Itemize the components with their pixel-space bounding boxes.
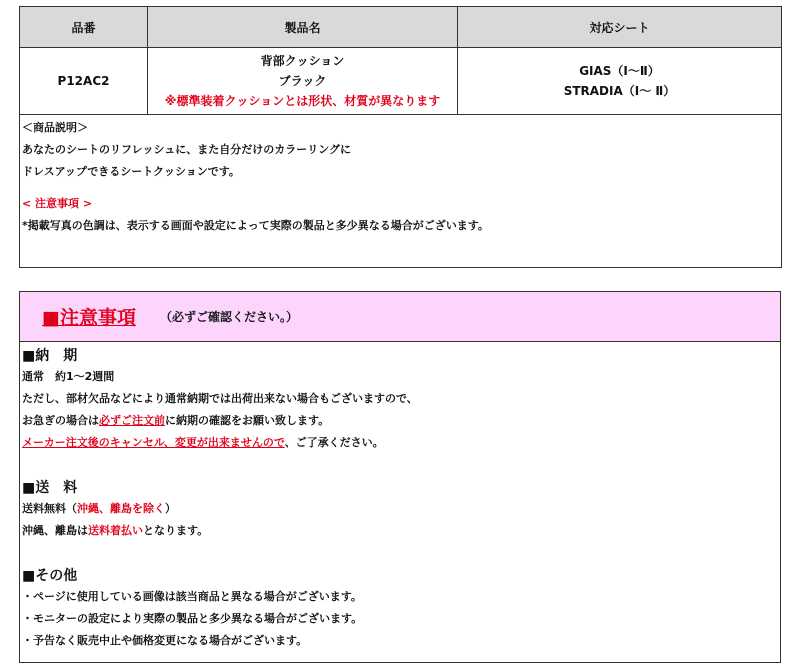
notice-box bbox=[19, 291, 781, 663]
shipping-line bbox=[22, 520, 780, 542]
delivery-line bbox=[22, 410, 780, 432]
notice-subtitle: （必ずご確認ください。） bbox=[159, 310, 298, 324]
seat-stradia: STRADIA（Ⅰ～ Ⅱ） bbox=[563, 84, 676, 98]
description-line: ドレスアップできるシートクッションです。 bbox=[22, 165, 240, 178]
description-row bbox=[20, 115, 782, 268]
part-number: P12AC2 bbox=[57, 74, 110, 88]
other-line: ・ページに使用している画像は該当商品と異なる場合がございます。 bbox=[22, 590, 362, 603]
notice-header bbox=[20, 292, 780, 342]
caution-heading: < 注意事項 > bbox=[22, 197, 93, 210]
product-note: ※標準装着クッションとは形状、材質が異なります bbox=[164, 94, 441, 108]
delivery-text: お急ぎの場合は bbox=[22, 414, 99, 427]
shipping-text: となります。 bbox=[143, 524, 209, 537]
part-number-cell bbox=[20, 48, 148, 115]
header-compatible-seats: 対応シート bbox=[458, 7, 782, 48]
shipping-text: 沖縄、離島は bbox=[22, 524, 88, 537]
product-color: ブラック bbox=[278, 74, 327, 88]
shipping-text: ） bbox=[165, 502, 176, 515]
delivery-emphasis: 必ずご注文前 bbox=[99, 414, 165, 427]
delivery-line bbox=[22, 432, 780, 454]
other-line: ・予告なく販売中止や価格変更になる場合がございます。 bbox=[22, 634, 308, 647]
shipping-text: 送料無料（ bbox=[22, 502, 77, 515]
table-header-row bbox=[20, 7, 782, 48]
header-part-number: 品番 bbox=[20, 7, 148, 48]
caution-text: *掲載写真の色調は、表示する画面や設定によって実際の製品と多少異なる場合がございます。 bbox=[22, 219, 489, 232]
shipping-line bbox=[22, 498, 780, 520]
compatible-seats-cell bbox=[458, 48, 782, 115]
seat-gias: GIAS（Ⅰ～Ⅱ） bbox=[579, 64, 660, 78]
cancellation-warning: メーカー注文後のキャンセル、変更が出来ませんので bbox=[22, 436, 285, 449]
header-product-name: 製品名 bbox=[148, 7, 458, 48]
delivery-line: ただし、部材欠品などにより通常納期では出荷出来ない場合もございますので、 bbox=[22, 392, 418, 405]
product-name-line: 背部クッション bbox=[260, 54, 345, 68]
product-name-cell bbox=[148, 48, 458, 115]
product-table bbox=[19, 6, 782, 268]
delivery-heading: ■納 期 bbox=[22, 348, 78, 364]
delivery-text: に納期の確認をお願い致します。 bbox=[165, 414, 330, 427]
description-heading: ＜商品説明＞ bbox=[22, 121, 88, 134]
table-row bbox=[20, 48, 782, 115]
description-cell bbox=[20, 115, 782, 268]
delivery-text: 、ご了承ください。 bbox=[284, 436, 384, 449]
other-line: ・モニターの設定により実際の製品と多少異なる場合がございます。 bbox=[22, 612, 363, 625]
description-line: あなたのシートのリフレッシュに、また自分だけのカラーリングに bbox=[22, 143, 352, 156]
shipping-cod: 送料着払い bbox=[88, 524, 143, 537]
shipping-heading: ■送 料 bbox=[22, 480, 78, 496]
notice-title: ■注意事項 bbox=[42, 307, 136, 329]
other-heading: ■その他 bbox=[22, 568, 78, 584]
delivery-line: 通常 約1～2週間 bbox=[22, 370, 115, 383]
shipping-exception: 沖縄、離島を除く bbox=[77, 502, 165, 515]
